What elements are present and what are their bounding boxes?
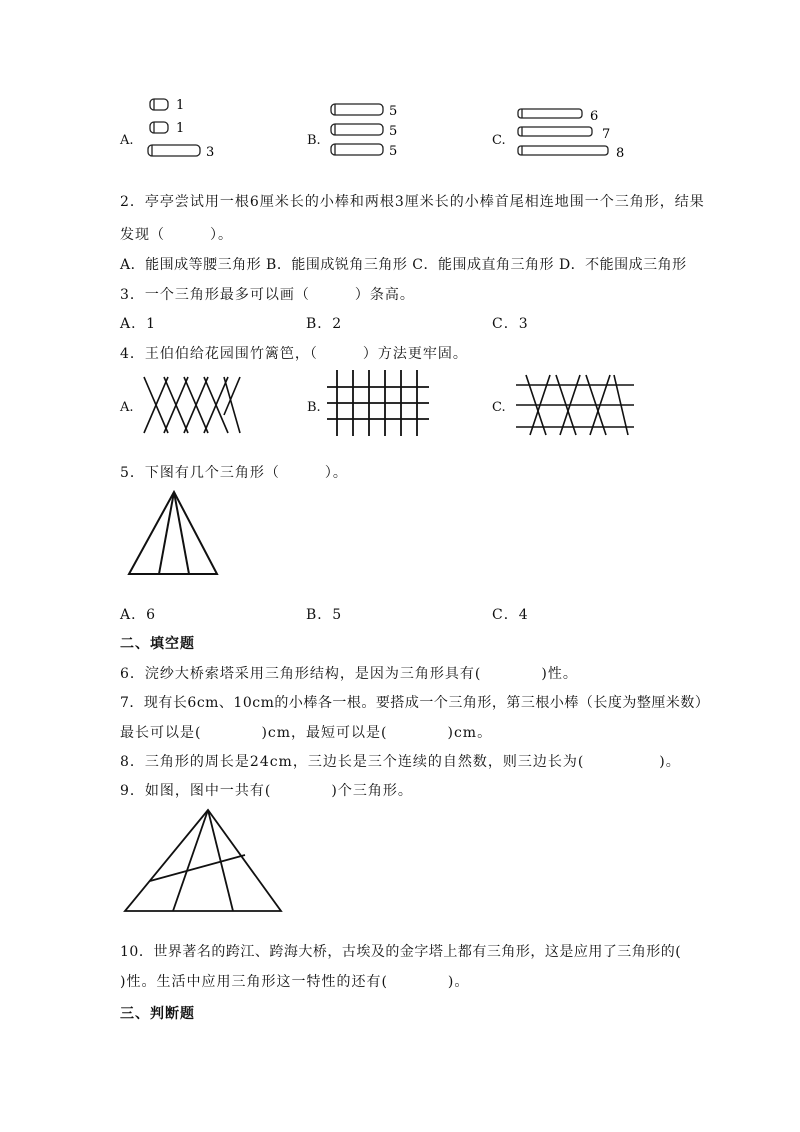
q3-option-b: B．2 — [306, 316, 343, 332]
q5-stem: 5．下图有几个三角形（ ）。 — [120, 465, 348, 481]
q1-a-stick-1-length: 1 — [176, 98, 185, 113]
q5-option-c: C．4 — [492, 607, 529, 623]
q5-option-b: B．5 — [306, 607, 343, 623]
q1-option-b-sticks-figure — [325, 100, 425, 170]
section-title-fill-in: 二、填空题 — [120, 636, 195, 652]
q4-option-a-crossed-fence-figure — [140, 375, 250, 445]
q1-option-c-label: C. — [492, 133, 506, 148]
q1-c-stick-2-length: 7 — [602, 127, 611, 142]
q2-stem-line1: 2．亭亭尝试用一根6厘米长的小棒和两根3厘米长的小棒首尾相连地围一个三角形，结果 — [120, 194, 705, 210]
q1-option-a-label: A. — [120, 133, 134, 148]
q7-stem-line2: 最长可以是( )cm，最短可以是( )cm。 — [120, 725, 493, 741]
q4-option-b-grid-fence-figure — [327, 370, 437, 440]
q6-stem: 6．浣纱大桥索塔采用三角形结构，是因为三角形具有( )性。 — [120, 666, 578, 682]
q1-b-stick-3-length: 5 — [389, 144, 398, 159]
q1-b-stick-1-length: 5 — [389, 104, 398, 119]
q1-c-stick-1-length: 6 — [590, 109, 599, 124]
q4-option-b-label: B. — [307, 400, 321, 415]
q10-stem-line2: )性。生活中应用三角形这一特性的还有( )。 — [120, 974, 470, 990]
q1-option-a-sticks-figure — [140, 95, 240, 165]
q1-option-b-label: B. — [307, 133, 321, 148]
q1-a-stick-3-length: 3 — [206, 145, 215, 160]
q7-stem-line1: 7．现有长6cm、10cm的小棒各一根。要搭成一个三角形，第三根小棒（长度为整厘米数） — [120, 695, 710, 711]
q10-stem-line1: 10．世界著名的跨江、跨海大桥，古埃及的金字塔上都有三角形，这是应用了三角形的( — [120, 944, 682, 960]
q4-option-a-label: A. — [120, 400, 134, 415]
q1-a-stick-2-length: 1 — [176, 121, 185, 136]
q9-triangle-figure — [123, 808, 293, 918]
q5-triangle-figure — [127, 490, 227, 580]
q3-stem: 3．一个三角形最多可以画（ ）条高。 — [120, 287, 415, 303]
q1-c-stick-3-length: 8 — [616, 146, 625, 161]
q4-option-c-label: C. — [492, 400, 506, 415]
q8-stem: 8．三角形的周长是24cm，三边长是三个连续的自然数，则三边长为( )。 — [120, 754, 681, 770]
q4-option-c-triangle-fence-figure — [512, 375, 642, 445]
q1-b-stick-2-length: 5 — [389, 124, 398, 139]
q9-stem: 9．如图，图中一共有( )个三角形。 — [120, 783, 413, 799]
q2-stem-line2: 发现（ ）。 — [120, 227, 233, 243]
q4-stem: 4．王伯伯给花园围竹篱笆，（ ）方法更牢固。 — [120, 346, 468, 362]
q3-option-a: A．1 — [120, 316, 157, 332]
q2-options: A．能围成等腰三角形 B．能围成锐角三角形 C．能围成直角三角形 D．不能围成三角形 — [120, 257, 687, 273]
q5-option-a: A．6 — [120, 607, 157, 623]
q1-option-c-sticks-figure — [512, 103, 642, 173]
section-title-true-false: 三、判断题 — [120, 1006, 195, 1022]
q3-option-c: C．3 — [492, 316, 529, 332]
